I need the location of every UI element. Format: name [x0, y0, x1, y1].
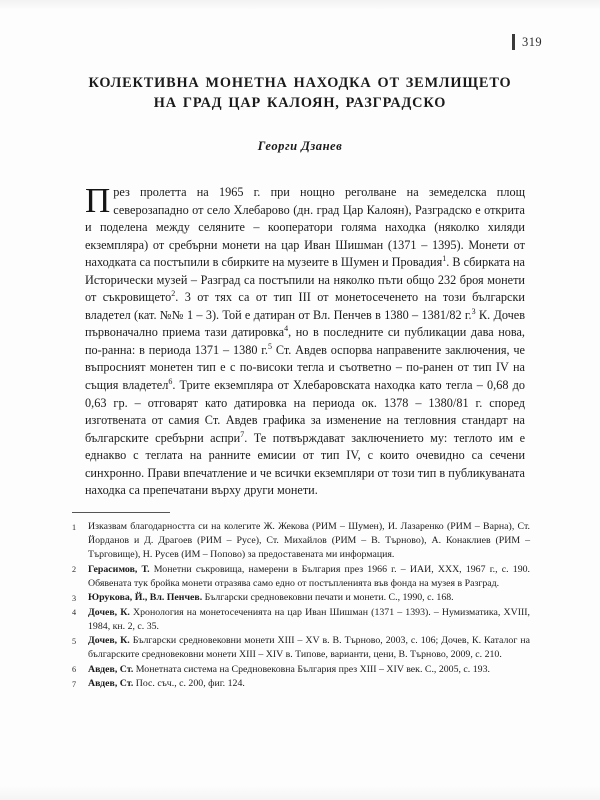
- page-title: [72, 73, 528, 113]
- footnote-ref-7[interactable]: 7: [240, 429, 245, 439]
- footnote-item: [72, 677, 530, 692]
- footnote-item: [72, 563, 530, 591]
- footnote-number: 5: [72, 636, 77, 646]
- footnote-lead: Герасимов, Т.: [88, 563, 150, 575]
- footnote-separator-rule: [72, 512, 170, 513]
- body-paragraph: [85, 181, 526, 500]
- footnote-body: Пос. съч., с. 200, фиг. 124.: [133, 678, 245, 690]
- footnote-item: [72, 591, 530, 606]
- footnote-item: [72, 520, 530, 563]
- body-segment-3: К. Дочев първоначално приема тази датировка: [85, 307, 526, 340]
- footnote-ref-2[interactable]: 2: [171, 289, 176, 299]
- footnote-number: 1: [72, 522, 77, 532]
- title-line-2: НА ГРАД ЦАР КАЛОЯН, РАЗГРАДСКО: [153, 95, 447, 111]
- body-segment-6: . Трите екземпляра от Хлебаровската находка като тегла – 0,68 до 0,63 гр. – отговарят като датировка на периода ок. 1378 – 1380/81 г. според изготвената от самия Ст. Авдев графика за изменение на тегловния стандарт на българските сребърни аспри: [85, 378, 525, 445]
- body-segment-1: . В сбирката на Исторически музей – Разград са постъпили на няколко пъти общо 232 броя монети от съкровището: [85, 255, 525, 305]
- footnote-text: [88, 520, 530, 563]
- footnote-lead: Авдев, Ст.: [88, 678, 134, 690]
- footnote-body: Изказвам благодарността си на колегите Ж. Жекова (РИМ – Шумен), И. Лазаренко (РИМ – Варна), Ст. Йорданов и Д. Драгоев (РИМ – Русе), Ст. Михайлов (РИМ – В. Търново), А. Конаклиев (РИМ – Търговище), Н. Русев (ИМ – Попово) за предоставената ми информация.: [88, 521, 530, 561]
- footnote-item: [72, 663, 530, 678]
- footnote-text: [88, 606, 530, 634]
- footnote-text: [88, 663, 530, 677]
- footnote-number: 2: [72, 565, 77, 575]
- body-segment-7: . Те потвърждават заключението му: теглото им е еднакво с теглата на ранните емисии от тип IV, с които очевидно са сечени синхронно. Прави впечатление и че всички екземпляри от този тип в публикуваната находка са препечатани върху други монети.: [85, 430, 526, 498]
- body-segment-4: , но в последните си публикации дава нова, по-ранна: в периода 1371 – 1380 г.: [85, 325, 525, 357]
- body-segment-5: Ст. Авдев оспорва направените заключения, че въпросният монетен тип е с по-високи тегла и съответно – по-ранен от тип IV на същия владетел: [85, 342, 525, 393]
- footnote-text: [88, 563, 530, 591]
- footnote-lead: Авдев, Ст.: [88, 663, 134, 675]
- footnote-ref-6[interactable]: 6: [168, 377, 173, 387]
- footnote-lead: Юрукова, Й., Вл. Пенчев.: [88, 592, 203, 604]
- footnote-body: Български средновековни монети XIII – XV в. В. Търново, 2003, с. 106; Дочев, К. Каталог на българските средновековни монети XIII – XIV в. Типове, варианти, цени, В. Търново, 2009, с. 210.: [88, 635, 530, 661]
- footnote-ref-4[interactable]: 4: [284, 324, 289, 334]
- footnote-number: 4: [72, 608, 77, 618]
- footnote-number: 3: [72, 593, 77, 603]
- body-column: [85, 181, 526, 500]
- footnote-area: [72, 512, 530, 692]
- drop-cap: П: [85, 181, 111, 220]
- scan-tint-top: [0, 0, 600, 10]
- footnote-ref-1[interactable]: 1: [442, 254, 447, 264]
- body-segment-0: рез пролетта на 1965 г. при нощно реголване на земеделска площ северозападно от село Хлебарово (дн. град Цар Калоян), Разградско е открита и поделена между селяните – кооператори голяма находка (няколко хиляди екземпляра) от сребърни монети на цар Иван Шишман (1371 – 1395). Монети от находката са постъпили в сбирките на музеите в Шумен и Провадия: [85, 185, 525, 270]
- footnote-lead: Дочев, К.: [88, 606, 130, 618]
- footnote-ref-3[interactable]: 3: [471, 306, 476, 316]
- body-segment-2: . 3 от тях са от тип III от монетосеченето на този български владетел (кат. №№ 1 – 3). Той е датиран от Вл. Пенчев в 1380 – 1381/82 г.: [85, 290, 525, 322]
- title-line-1: КОЛЕКТИВНА МОНЕТНА НАХОДКА ОТ ЗЕМЛИЩЕТО: [88, 75, 512, 91]
- footnote-ref-5[interactable]: 5: [267, 341, 272, 351]
- footnote-number: 7: [72, 679, 77, 689]
- footnote-body: Монетната система на Средновековна България през XIII – XIV век. С., 2005, с. 193.: [133, 663, 490, 675]
- scan-tint-bottom: [0, 786, 600, 800]
- author-byline: Георги Дзанев: [257, 139, 343, 153]
- footnote-body: Монетни съкровища, намерени в България през 1966 г. – ИАИ, XXX, 1967 г., с. 190. Обявената тук бройка монети отразява само едно от постъпленията във фонда на музея в Разград.: [88, 563, 531, 589]
- footnote-item: [72, 606, 530, 634]
- footnote-number: 6: [72, 665, 77, 675]
- footnote-item: [72, 634, 530, 662]
- title-block: [72, 73, 528, 154]
- page-number: 319: [522, 34, 542, 49]
- footnote-body: Хронология на монетосеченията на цар Иван Шишман (1371 – 1393). – Нумизматика, XVIII, 1984, кн. 2, с. 35.: [88, 606, 531, 632]
- running-head: [512, 33, 542, 51]
- footnote-lead: Дочев, К.: [88, 635, 130, 647]
- footnote-text: [88, 634, 530, 662]
- footnote-body: Български средновековни печати и монети. С., 1990, с. 168.: [202, 592, 454, 604]
- folio-rule-icon: [512, 34, 515, 50]
- footnote-text: [88, 591, 530, 605]
- footnote-text: [88, 677, 530, 691]
